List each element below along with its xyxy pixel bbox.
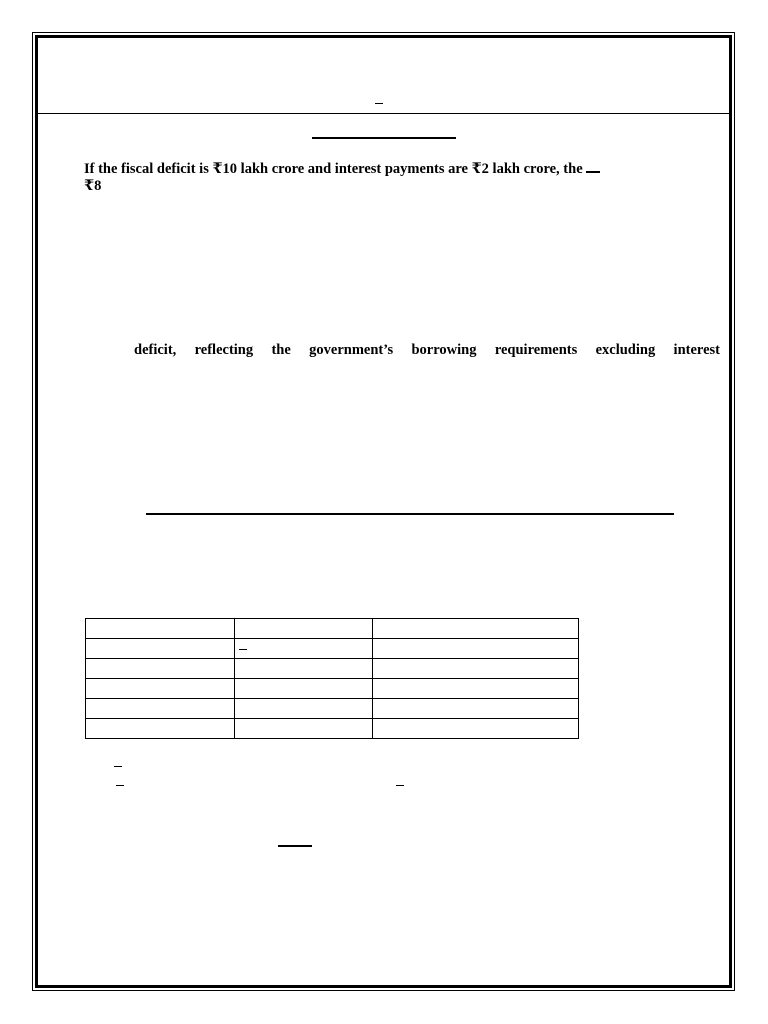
table-cell xyxy=(373,699,579,719)
table-cell xyxy=(86,699,235,719)
table-cell xyxy=(373,659,579,679)
question-line-2: ₹8 xyxy=(84,178,102,194)
table-cell xyxy=(235,659,373,679)
cell-dash xyxy=(239,649,247,650)
table-cell xyxy=(373,619,579,639)
section-divider xyxy=(146,513,674,515)
table-row xyxy=(86,699,579,719)
table-row xyxy=(86,639,579,659)
table-row xyxy=(86,719,579,739)
table-cell xyxy=(235,619,373,639)
table-cell xyxy=(373,719,579,739)
footnote-dash xyxy=(114,766,122,767)
table-cell xyxy=(86,679,235,699)
question-line-1: If the fiscal deficit is ₹10 lakh crore and interest payments are ₹2 lakh crore, the xyxy=(84,161,664,178)
table-cell xyxy=(86,639,235,659)
table-cell xyxy=(373,639,579,659)
table-row xyxy=(86,679,579,699)
table-cell xyxy=(235,679,373,699)
table-cell xyxy=(235,719,373,739)
table-cell xyxy=(373,679,579,699)
section-title-underline xyxy=(312,137,456,139)
table-cell xyxy=(86,719,235,739)
table-cell xyxy=(235,699,373,719)
short-underline xyxy=(278,845,312,847)
data-table xyxy=(85,618,579,739)
explanation-text: deficit, reflecting the government’s borrowing requirements excluding interest xyxy=(134,342,720,358)
answer-blank xyxy=(586,171,600,173)
footnote-dash xyxy=(116,785,124,786)
table-row xyxy=(86,619,579,639)
header-divider xyxy=(38,113,730,114)
table-cell xyxy=(86,619,235,639)
table-row xyxy=(86,659,579,679)
table-cell xyxy=(86,659,235,679)
header-dash xyxy=(375,103,383,104)
question-text xyxy=(84,161,664,195)
table-cell xyxy=(235,639,373,659)
footnote-dash xyxy=(396,785,404,786)
